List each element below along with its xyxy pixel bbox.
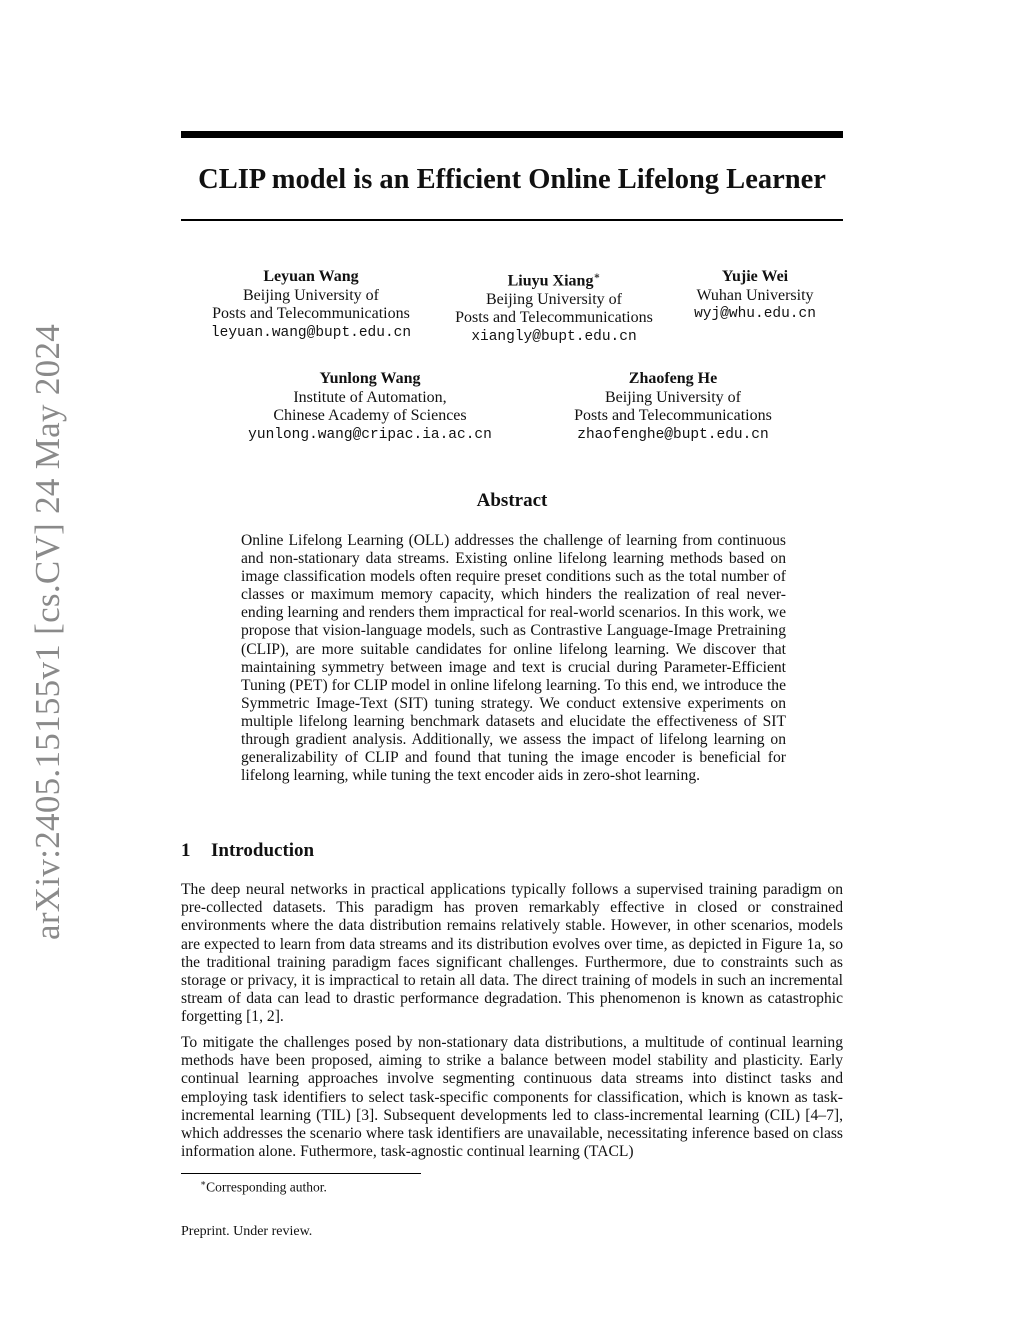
author-affiliation: Posts and Telecommunications — [212, 305, 410, 322]
author-email: zhaofenghe@bupt.edu.cn — [577, 426, 769, 443]
footnote-rule — [181, 1173, 421, 1174]
author-block — [181, 268, 441, 342]
footnote-mark: ∗ — [200, 1178, 207, 1188]
author-email: xiangly@bupt.edu.cn — [471, 328, 637, 345]
author-affiliation: Beijing University of — [605, 388, 741, 406]
body-paragraph: To mitigate the challenges posed by non-stationary data distributions, a multitude of continual learning methods have been proposed, aiming to strike a balance between model stability and plasticity. Early continual learning approaches involve segmenting continuous data streams into distinct tasks and employing task identifiers to select task-specific components for classification, which is known as task-incremental learning (TIL) [3]. Subsequent developments led to class-incremental learning (CIL) [4–7], which addresses the scenario where task identifiers are unavailable, necessitating inference based on class information alone. Futhermore, task-agnostic continual learning (TACL) — [181, 1034, 843, 1161]
footnote — [200, 1178, 327, 1196]
abstract-heading: Abstract — [476, 490, 548, 511]
corresponding-mark: ∗ — [593, 271, 601, 282]
author-email: leyuan.wang@bupt.edu.cn — [210, 324, 412, 341]
author-affiliation: Posts and Telecommunications — [574, 407, 772, 424]
author-affiliation: Posts and Telecommunications — [455, 309, 653, 327]
author-block — [543, 370, 803, 444]
author-name: Liuyu Xiang — [507, 272, 594, 290]
title-top-rule — [181, 131, 843, 138]
arxiv-identifier: arXiv:2405.15155v1 [cs.CV] 24 May 2024 — [28, 323, 67, 940]
author-email: wyj@whu.edu.cn — [694, 306, 816, 322]
author-block — [424, 268, 684, 346]
author-block — [680, 268, 830, 324]
author-name: Zhaofeng He — [628, 370, 718, 387]
author-name: Yunlong Wang — [319, 370, 421, 387]
footnote-text: Corresponding author. — [206, 1179, 327, 1195]
author-email: yunlong.wang@cripac.ia.ac.cn — [248, 426, 492, 443]
abstract-text: Online Lifelong Learning (OLL) addresses the challenge of learning from continuous and non-stationary data streams. Existing online lifelong learning methods based on image classification models often require preset conditions such as the total number of classes or maximum memory capacity, which hinders the realization of real never-ending learning and renders them impractical for real-world scenarios. In this work, we propose that vision-language models, such as Contrastive Language-Image Pretraining (CLIP), are more suitable candidates for online lifelong learning. We discover that maintaining symmetry between image and text is crucial during Parameter-Efficient Tuning (PET) for CLIP model in online lifelong learning. To this end, we introduce the Symmetric Image-Text (SIT) tuning strategy. We conduct extensive experiments on multiple lifelong learning benchmark datasets and elucidate the effectiveness of SIT through gradient analysis. Additionally, we assess the impact of lifelong learning on generalizability of CLIP and found that tuning the image encoder is beneficial for lifelong learning, while tuning the text encoder aids in zero-shot learning. — [241, 532, 786, 785]
section-title: Introduction — [211, 840, 315, 861]
author-affiliation: Wuhan University — [696, 286, 814, 304]
author-affiliation: Chinese Academy of Sciences — [273, 407, 467, 424]
author-name: Yujie Wei — [721, 268, 789, 285]
author-affiliation: Institute of Automation, — [293, 388, 447, 406]
body-paragraph: The deep neural networks in practical applications typically follows a supervised training paradigm on pre-collected datasets. This paradigm has proven remarkably effective in closed or constrained environments where the data distribution remains relatively stable. However, in other scenarios, models are expected to learn from data streams and its distribution evolves over time, as depicted in Figure 1a, so the traditional training paradigm faces significant challenges. Furthermore, due to constraints such as storage or privacy, it is impractical to retain all data. The direct training of models in such an incremental stream of data can lead to drastic performance degradation. This phenomenon is known as catastrophic forgetting [1, 2]. — [181, 881, 843, 1026]
author-affiliation: Beijing University of — [486, 290, 622, 308]
section-number: 1 — [181, 840, 191, 861]
section-heading — [181, 840, 314, 862]
author-affiliation: Beijing University of — [243, 286, 379, 304]
preprint-notice: Preprint. Under review. — [181, 1224, 313, 1239]
author-block — [230, 370, 510, 444]
paper-title: CLIP model is an Efficient Online Lifelong Learner — [198, 164, 826, 195]
author-name: Leyuan Wang — [263, 268, 359, 285]
title-bottom-rule — [181, 219, 843, 221]
